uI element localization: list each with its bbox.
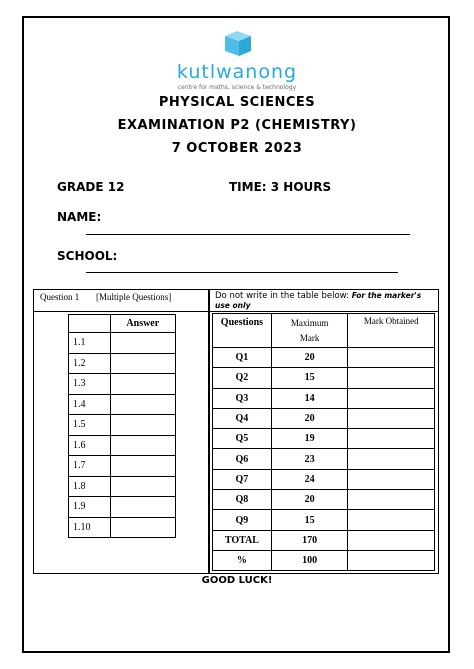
answer-cell[interactable]: [110, 394, 175, 415]
question-number: 1.7: [69, 456, 111, 477]
question-number: 1.5: [69, 415, 111, 436]
answer-table-corner: [69, 315, 111, 333]
maximum-mark: 20: [271, 348, 348, 368]
question-number: 1.4: [69, 394, 111, 415]
question1-title: Question 1: [40, 292, 80, 302]
exam-date: 7 OCTOBER 2023: [171, 141, 303, 156]
school-label: SCHOOL:: [57, 249, 118, 263]
marks-row: [213, 449, 435, 469]
question-label: Q9: [213, 510, 272, 530]
time-label: TIME: 3 HOURS: [229, 180, 332, 194]
maximum-mark-header-line1: Maximum: [290, 318, 329, 328]
marks-row: [213, 469, 435, 489]
mark-obtained-cell[interactable]: [348, 348, 435, 368]
mark-obtained-cell[interactable]: [348, 449, 435, 469]
marker-notice-text: Do not write in the table below:: [215, 291, 350, 301]
name-label: NAME:: [57, 210, 102, 224]
answer-cell[interactable]: [110, 353, 175, 374]
answer-row: [69, 415, 176, 436]
answer-row: [69, 374, 176, 395]
question-number: 1.3: [69, 374, 111, 395]
maximum-mark: 15: [271, 368, 348, 388]
answer-cell[interactable]: [110, 435, 175, 456]
paper-title: EXAMINATION P2 (CHEMISTRY): [117, 118, 357, 133]
question-number: 1.9: [69, 497, 111, 518]
answer-cell[interactable]: [110, 497, 175, 518]
maximum-mark: 19: [271, 429, 348, 449]
answer-cell[interactable]: [110, 415, 175, 436]
question1-subtitle: [Multiple Questions]: [96, 292, 172, 302]
answer-row: [69, 456, 176, 477]
question-number: 1.10: [69, 517, 111, 538]
answer-row: [69, 333, 176, 354]
answer-row: [69, 435, 176, 456]
maximum-mark: 20: [271, 490, 348, 510]
brand-tagline: centre for maths, science & technology: [177, 84, 297, 91]
answer-cell[interactable]: [110, 456, 175, 477]
marks-row: [213, 510, 435, 530]
mark-obtained-header: Mark Obtained: [348, 314, 435, 348]
mark-obtained-cell[interactable]: [348, 408, 435, 428]
marker-header-divider: [209, 311, 439, 312]
mark-obtained-cell[interactable]: [348, 469, 435, 489]
question-number: 1.8: [69, 476, 111, 497]
maximum-mark: 23: [271, 449, 348, 469]
school-line[interactable]: [86, 272, 398, 273]
marks-row: [213, 530, 435, 550]
subject-title: PHYSICAL SCIENCES: [158, 95, 316, 110]
marks-row: [213, 348, 435, 368]
maximum-mark: 170: [271, 530, 348, 550]
answer-cell[interactable]: [110, 333, 175, 354]
answer-row: [69, 517, 176, 538]
question-label: Q6: [213, 449, 272, 469]
mark-obtained-cell[interactable]: [348, 550, 435, 570]
maximum-mark: 15: [271, 510, 348, 530]
marker-notice: [215, 291, 437, 311]
maximum-mark: 20: [271, 408, 348, 428]
brand-name: kutlwanong: [176, 61, 298, 83]
marks-row: [213, 368, 435, 388]
question-label: %: [213, 550, 272, 570]
mark-obtained-cell[interactable]: [348, 368, 435, 388]
mark-obtained-cell[interactable]: [348, 429, 435, 449]
question-label: Q4: [213, 408, 272, 428]
mark-obtained-cell[interactable]: [348, 388, 435, 408]
question1-header-divider: [33, 311, 209, 312]
marks-row: [213, 388, 435, 408]
answer-table: [68, 314, 176, 538]
answer-cell[interactable]: [110, 374, 175, 395]
marks-table: [212, 313, 435, 571]
question-label: Q3: [213, 388, 272, 408]
question-label: Q2: [213, 368, 272, 388]
name-line[interactable]: [86, 234, 410, 235]
question-number: 1.2: [69, 353, 111, 374]
maximum-mark-header: [271, 314, 348, 348]
mark-obtained-cell[interactable]: [348, 510, 435, 530]
answer-row: [69, 353, 176, 374]
answer-cell[interactable]: [110, 476, 175, 497]
answer-header: Answer: [110, 315, 175, 333]
marks-row: [213, 408, 435, 428]
answer-row: [69, 476, 176, 497]
question-label: Q7: [213, 469, 272, 489]
questions-header: Questions: [213, 314, 272, 348]
maximum-mark-header-line2: Mark: [299, 333, 320, 343]
maximum-mark: 24: [271, 469, 348, 489]
question-number: 1.1: [69, 333, 111, 354]
maximum-mark: 100: [271, 550, 348, 570]
marks-row: [213, 550, 435, 570]
marks-row: [213, 429, 435, 449]
good-luck-text: GOOD LUCK!: [201, 575, 273, 586]
question-number: 1.6: [69, 435, 111, 456]
mark-obtained-cell[interactable]: [348, 490, 435, 510]
question-label: Q8: [213, 490, 272, 510]
cube-logo-icon: [223, 30, 253, 58]
answer-row: [69, 394, 176, 415]
question-label: Q1: [213, 348, 272, 368]
answer-row: [69, 497, 176, 518]
answer-cell[interactable]: [110, 517, 175, 538]
question-label: Q5: [213, 429, 272, 449]
marker-notice-italic: For the marker's use only: [215, 291, 422, 310]
mark-obtained-cell[interactable]: [348, 530, 435, 550]
marks-row: [213, 490, 435, 510]
question-label: TOTAL: [213, 530, 272, 550]
grade-label: GRADE 12: [57, 180, 125, 194]
maximum-mark: 14: [271, 388, 348, 408]
